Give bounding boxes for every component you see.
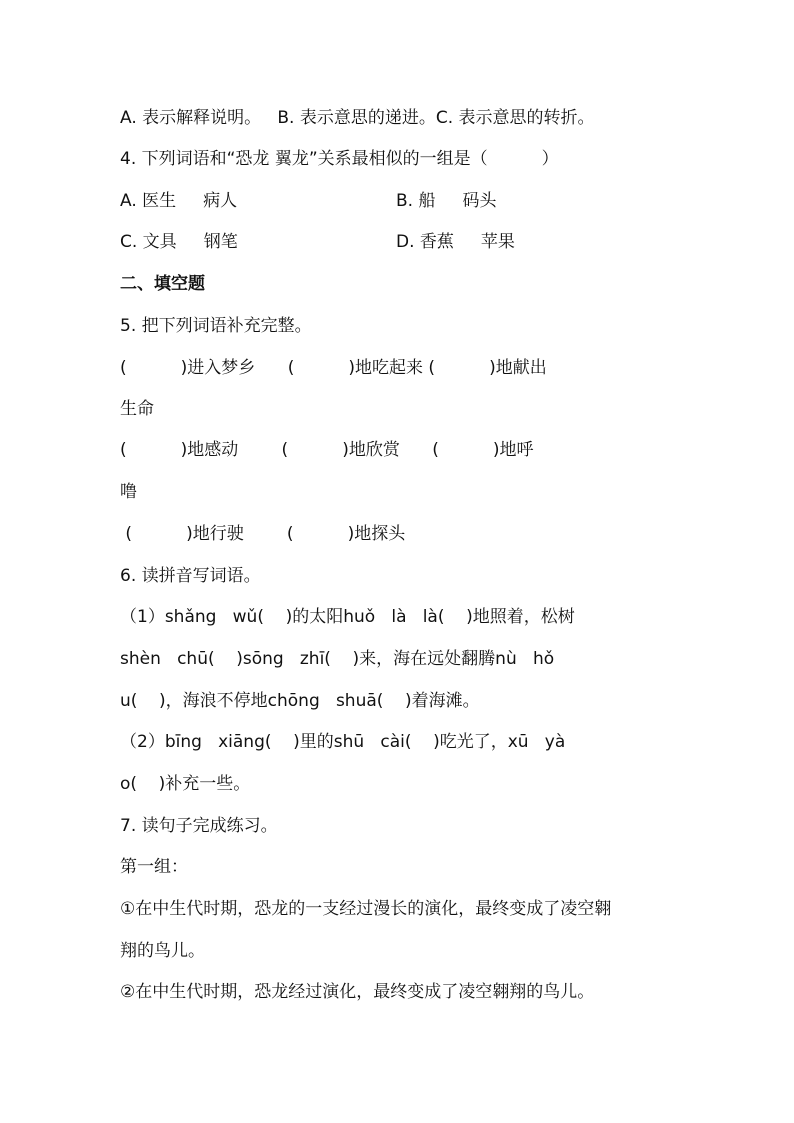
q7-sentence1: ①在中生代时期，恐龙的一支经过漫长的演化，最终变成了凌空翱: [120, 899, 612, 919]
q7-stem: 7. 读句子完成练习。: [120, 816, 278, 836]
q7-group1-label: 第一组：: [120, 857, 188, 877]
q6-stem: 6. 读拼音写词语。: [120, 566, 261, 586]
q4-option-d: D. 香蕉 苹果: [396, 232, 515, 252]
q6-line2: shèn chū( )sōng zhī( )来，海在远处翻腾nù hǒ: [120, 649, 555, 669]
q5-row1-wrap: 生命: [120, 399, 154, 419]
q5-row2: ( )地感动 ( )地欣赏 ( )地呼: [120, 440, 534, 460]
q5-row1: ( )进入梦乡 ( )地吃起来 ( )地献出: [120, 358, 547, 378]
q4-stem: 4. 下列词语和“恐龙 翼龙”关系最相似的一组是（ ）: [120, 149, 559, 169]
q6-line3: u( )，海浪不停地chōng shuā( )着海滩。: [120, 691, 480, 711]
q4-option-a: A. 医生 病人: [120, 191, 238, 211]
q4-option-b: B. 船 码头: [396, 191, 497, 211]
q5-row2-wrap: 噜: [120, 482, 137, 502]
q5-stem: 5. 把下列词语补充完整。: [120, 316, 312, 336]
q6-line1: （1）shǎng wǔ( )的太阳huǒ là là( )地照着，松树: [120, 607, 575, 627]
q6-line4: （2）bīng xiāng( )里的shū cài( )吃光了，xū yà: [120, 732, 566, 752]
q3-options: A. 表示解释说明。 B. 表示意思的递进。C. 表示意思的转折。: [120, 108, 595, 128]
q7-sentence1-wrap: 翔的鸟儿。: [120, 941, 205, 961]
q5-row3: ( )地行驶 ( )地探头: [120, 524, 406, 544]
q7-sentence2: ②在中生代时期，恐龙经过演化，最终变成了凌空翱翔的鸟儿。: [120, 982, 595, 1002]
q4-option-c: C. 文具 钢笔: [120, 232, 238, 252]
q6-line5: o( )补充一些。: [120, 774, 251, 794]
section2-title: 二、填空题: [120, 274, 205, 294]
